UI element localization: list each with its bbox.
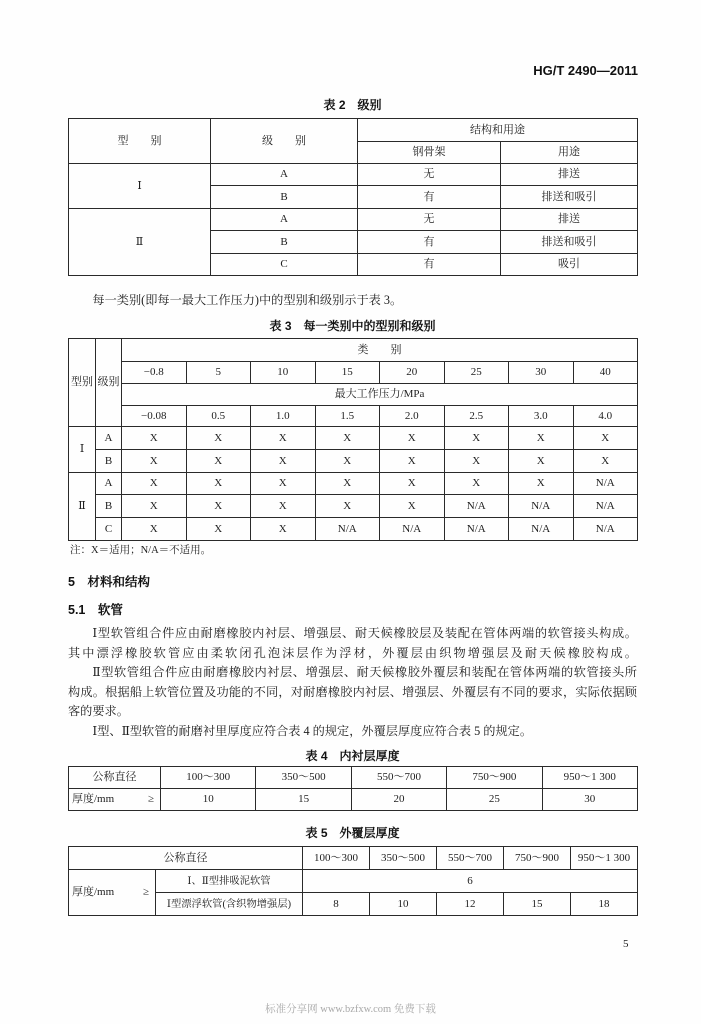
value-cell: 8 [303, 893, 370, 916]
table3-header-grade: 级别 [96, 339, 122, 427]
steel-frame-cell: 有 [358, 186, 501, 209]
value-cell: X [509, 427, 574, 450]
diameter-cell: 550～700 [437, 847, 504, 870]
table-row [69, 209, 638, 231]
table-row [69, 450, 638, 473]
grade-cell: B [211, 186, 358, 209]
diameter-cell: 950～1 300 [571, 847, 638, 870]
table2-header-row [69, 119, 638, 142]
category-cell: −0.8 [122, 362, 187, 384]
thickness-label-text: 厚度/mm [72, 886, 115, 898]
value-cell: X [251, 450, 316, 473]
value-cell: X [186, 518, 251, 541]
value-cell: N/A [380, 518, 445, 541]
value-cell: 20 [351, 789, 446, 811]
value-cell: N/A [509, 495, 574, 518]
grade-cell: A [96, 427, 122, 450]
category-cell: 5 [186, 362, 251, 384]
table3-header-row [69, 339, 638, 362]
value-cell: 10 [161, 789, 256, 811]
use-cell: 吸引 [501, 254, 638, 276]
thickness-label-text: 厚度/mm [72, 793, 115, 805]
type-cell: Ⅰ [69, 427, 96, 473]
value-cell: X [251, 427, 316, 450]
pressure-cell: 2.5 [444, 406, 509, 427]
value-cell: X [573, 427, 638, 450]
table3-types-grades [68, 338, 638, 541]
paragraph-line: 构成。根据船上软管位置及功能的不同，对耐磨橡胶内衬层、增强层、外覆层有不同的要求，实际依据顾 [68, 684, 637, 699]
table2-header-steel-frame: 钢骨架 [358, 142, 501, 164]
steel-frame-cell: 有 [358, 231, 501, 254]
value-cell: X [122, 427, 187, 450]
intro-paragraph: 每一类别(即每一最大工作压力)中的型别和级别示于表 3。 [92, 293, 403, 307]
grade-cell: C [211, 254, 358, 276]
thickness-label [69, 793, 160, 806]
grade-cell: A [211, 164, 358, 186]
table5-title: 表 5 外覆层厚度 [305, 826, 400, 840]
value-cell: X [315, 473, 380, 495]
value-cell: N/A [509, 518, 574, 541]
paragraph-line: Ⅰ型软管组合件应由耐磨橡胶内衬层、增强层、耐天候橡胶层及装配在管体两端的软管接头构成。 [92, 626, 637, 640]
page-number: 5 [623, 938, 629, 950]
table5-cover-thickness [68, 846, 638, 916]
pressure-cell: 0.5 [186, 406, 251, 427]
table3-header-max-pressure: 最大工作压力/MPa [122, 384, 638, 406]
category-cell: 15 [315, 362, 380, 384]
section-heading: 5 材料和结构 [68, 575, 150, 589]
value-cell: X [380, 495, 445, 518]
value-cell: X [380, 427, 445, 450]
value-cell: 15 [504, 893, 571, 916]
table3-header-type: 型别 [69, 339, 96, 427]
pressure-cell: 1.5 [315, 406, 380, 427]
value-cell: 18 [571, 893, 638, 916]
table2-grades [68, 118, 638, 276]
use-cell: 排送和吸引 [501, 231, 638, 254]
diameter-label-cell: 公称直径 [69, 847, 303, 870]
category-cell: 20 [380, 362, 445, 384]
thickness-label-cell [69, 870, 156, 916]
paragraph-line: Ⅰ型、Ⅱ型软管的耐磨衬里厚度应符合表 4 的规定，外覆层厚度应符合表 5 的规定。 [92, 723, 533, 738]
value-cell: N/A [444, 518, 509, 541]
diameter-cell: 750～900 [447, 767, 542, 789]
use-cell: 排送 [501, 209, 638, 231]
steel-frame-cell: 无 [358, 164, 501, 186]
table4-title: 表 4 内衬层厚度 [305, 749, 400, 763]
steel-frame-cell: 有 [358, 254, 501, 276]
category-cell: 30 [509, 362, 574, 384]
value-cell: X [509, 473, 574, 495]
value-cell: X [444, 427, 509, 450]
table-row [69, 495, 638, 518]
use-cell: 排送 [501, 164, 638, 186]
value-cell: X [251, 518, 316, 541]
value-cell: N/A [315, 518, 380, 541]
category-cell: 10 [251, 362, 316, 384]
table2-title: 表 2 级别 [323, 98, 382, 112]
category-cell: 40 [573, 362, 638, 384]
value-cell: N/A [573, 495, 638, 518]
diameter-cell: 350～500 [256, 767, 351, 789]
table-row [69, 847, 638, 870]
value-cell: X [122, 473, 187, 495]
value-cell: 25 [447, 789, 542, 811]
table2-header-type: 型 别 [69, 119, 211, 164]
table2-header-grade: 级 别 [211, 119, 358, 164]
table3-header-category: 类 别 [122, 339, 638, 362]
value-cell: X [186, 427, 251, 450]
diameter-cell: 550～700 [351, 767, 446, 789]
table3-note: 注：X＝适用；N/A＝不适用。 [70, 545, 212, 556]
use-cell: 排送和吸引 [501, 186, 638, 209]
type-cell: Ⅱ [69, 209, 211, 276]
thickness-label-cell [69, 789, 161, 811]
grade-cell: A [211, 209, 358, 231]
type-cell: Ⅱ [69, 473, 96, 541]
grade-cell: B [211, 231, 358, 254]
table-row [69, 473, 638, 495]
value-cell: X [122, 450, 187, 473]
value-cell: X [315, 427, 380, 450]
table-row [69, 870, 638, 893]
pressure-cell: 2.0 [380, 406, 445, 427]
pressure-cell: 1.0 [251, 406, 316, 427]
value-cell: X [380, 450, 445, 473]
table2-header-structure-use: 结构和用途 [358, 119, 638, 142]
value-cell: X [315, 495, 380, 518]
pressure-cell: −0.08 [122, 406, 187, 427]
value-cell: 15 [256, 789, 351, 811]
steel-frame-cell: 无 [358, 209, 501, 231]
value-cell: 6 [303, 870, 638, 893]
thickness-label [69, 886, 155, 899]
value-cell: X [251, 473, 316, 495]
grade-cell: B [96, 450, 122, 473]
table3-title: 表 3 每一类别中的型别和级别 [269, 319, 436, 333]
section-body [68, 624, 637, 742]
table3-pressure-row [69, 406, 638, 427]
value-cell: X [186, 495, 251, 518]
watermark-footer: 标准分享网 www.bzfxw.com 免费下载 [265, 1004, 436, 1015]
type-cell: Ⅰ [69, 164, 211, 209]
table3-category-row [69, 362, 638, 384]
paragraph-line: 其中漂浮橡胶软管应由柔软闭孔泡沫层作为浮材，外覆层由织物增强层及耐天候橡胶构成。 [68, 645, 637, 660]
value-cell: X [122, 495, 187, 518]
pressure-cell: 3.0 [509, 406, 574, 427]
value-cell: N/A [573, 518, 638, 541]
value-cell: X [186, 450, 251, 473]
diameter-cell: 950～1 300 [542, 767, 637, 789]
value-cell: X [122, 518, 187, 541]
grade-cell: C [96, 518, 122, 541]
standard-code-header: HG/T 2490—2011 [533, 63, 638, 78]
value-cell: N/A [573, 473, 638, 495]
diameter-cell: 100～300 [161, 767, 256, 789]
table3-pressure-label-row [69, 384, 638, 406]
subsection-heading: 5.1 软管 [68, 603, 123, 617]
category-cell: 25 [444, 362, 509, 384]
diameter-label-cell: 公称直径 [69, 767, 161, 789]
value-cell: X [444, 473, 509, 495]
table2-header-use: 用途 [501, 142, 638, 164]
pressure-cell: 4.0 [573, 406, 638, 427]
diameter-cell: 750～900 [504, 847, 571, 870]
diameter-cell: 100～300 [303, 847, 370, 870]
value-cell: 12 [437, 893, 504, 916]
table-row [69, 767, 638, 789]
min-symbol: ≥ [147, 793, 154, 805]
paragraph-line: Ⅱ型软管组合件应由耐磨橡胶内衬层、增强层、耐天候橡胶外覆层和装配在管体两端的软管接头所 [92, 665, 637, 680]
table-row [69, 789, 638, 811]
diameter-cell: 350～500 [370, 847, 437, 870]
table-row [69, 518, 638, 541]
min-symbol: ≥ [142, 886, 149, 898]
value-cell: X [573, 450, 638, 473]
value-cell: N/A [444, 495, 509, 518]
grade-cell: B [96, 495, 122, 518]
value-cell: 10 [370, 893, 437, 916]
value-cell: X [186, 473, 251, 495]
value-cell: X [315, 450, 380, 473]
value-cell: X [444, 450, 509, 473]
hose-type-cell: Ⅰ型漂浮软管(含织物增强层) [156, 893, 303, 916]
value-cell: X [380, 473, 445, 495]
grade-cell: A [96, 473, 122, 495]
value-cell: X [251, 495, 316, 518]
table4-lining-thickness [68, 766, 638, 811]
value-cell: 30 [542, 789, 637, 811]
hose-type-cell: Ⅰ、Ⅱ型排吸泥软管 [156, 870, 303, 893]
value-cell: X [509, 450, 574, 473]
table-row [69, 164, 638, 186]
paragraph-line: 客的要求。 [68, 704, 129, 719]
table-row [69, 427, 638, 450]
